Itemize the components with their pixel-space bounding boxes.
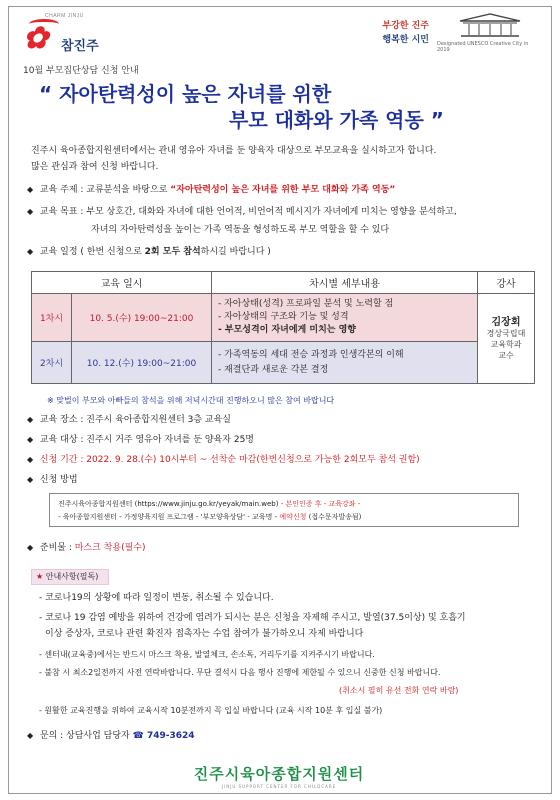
contact-phone[interactable]: ☎ 749-3624	[132, 731, 195, 741]
materials-row	[27, 541, 537, 555]
lecturer-title: 교수	[498, 350, 514, 360]
bullet-diamond-icon: ◆	[27, 247, 34, 256]
caution-item: 이상 증상자, 코로나 관련 확진자 접촉자는 수업 참여가 불가하오니 자제 바랍니다	[45, 629, 364, 639]
logo-mark	[23, 21, 48, 56]
topic-row	[27, 183, 537, 197]
lecturer-dept: 교육학과	[490, 339, 522, 349]
content-item: - 자아상태(성격) 프로파일 분석 및 노력할 점	[218, 299, 394, 309]
bullet-diamond-icon: ◆	[27, 185, 34, 194]
link-steps-1: - 본인인증 후 - 교육강좌 -	[280, 500, 361, 508]
apply-period-row	[27, 453, 537, 467]
header	[9, 7, 551, 65]
slogan-block	[353, 11, 543, 63]
table-row	[32, 294, 535, 342]
materials-label: 준비물 :	[39, 543, 72, 553]
content-item: - 자아상태의 구조와 기능 및 성격	[218, 312, 349, 322]
materials-value: 마스크 착용(필수)	[74, 543, 146, 553]
content-item: - 부모성격이 자녀에게 미치는 영향	[218, 325, 356, 335]
table-row	[32, 342, 535, 384]
goal-line-2: 자녀의 자아탄력성을 높이는 가족 역동을 형성하도록 부모 역할을 할 수 있다	[91, 225, 390, 235]
star-icon: ★	[36, 572, 44, 581]
jinju-city-logo	[23, 13, 105, 61]
page-title	[39, 81, 519, 133]
bullet-diamond-icon: ◆	[27, 543, 34, 552]
bullet-diamond-icon: ◆	[27, 731, 34, 740]
logo-charm-text: CHARM JINJU	[45, 13, 84, 19]
topic-value: “자아탄력성이 높은 자녀를 위한 부모 대화와 가족 역동”	[170, 185, 396, 195]
link-line-2	[58, 511, 510, 524]
logo-text: 참진주	[61, 39, 99, 54]
title-line-1: “ 자아탄력성이 높은 자녀를 위한	[39, 82, 332, 106]
contact-label: 문의 : 상담사업 담당자	[39, 731, 130, 741]
slogan-line-1: 부강한 진주	[382, 21, 429, 31]
title-line-2: 부모 대화와 가족 역동 ”	[229, 108, 444, 132]
caution-item: - 원활한 교육진행을 위하여 교육시작 10분전까지 꼭 입실 바랍니다 (교육 시작 10분 후 입실 불가)	[39, 706, 383, 715]
session-datetime: 10. 5.(수) 19:00~21:00	[72, 294, 212, 342]
intro-line-2: 많은 관심과 참여 신청 바랍니다.	[31, 162, 159, 172]
city-slogan	[353, 19, 429, 47]
place-row	[27, 413, 537, 427]
temple-icon	[455, 13, 525, 39]
target-row	[27, 433, 537, 447]
session-datetime: 10. 12.(수) 19:00~21:00	[72, 342, 212, 384]
table-header-row	[32, 272, 535, 294]
contact-row	[27, 729, 537, 743]
footer-center-name: 진주시육아종합지원센터	[193, 765, 365, 783]
intro-line-1: 진주시 육아종합지원센터에서는 관내 영유아 자녀를 둔 양육자 대상으로 부모교육을 실시하고자 합니다.	[31, 146, 437, 156]
caution-item: - 코로나 19 감염 예방을 위하여 건강에 염려가 되시는 분은 신청을 자제해 주시고, 발열(37.5이상) 및 호흡기	[39, 613, 466, 623]
caution-item: - 코로나19의 상황에 따라 일정이 변동, 취소될 수 있습니다.	[39, 593, 274, 603]
schedule-table	[31, 271, 535, 384]
goal-label: 교육 목표	[39, 207, 78, 217]
session-label: 2차시	[32, 342, 72, 384]
schedule-intro-row	[27, 245, 537, 259]
goal-line-1: : 부모 상호간, 대화와 자녀에 대한 언어적, 비언어적 메시지가 자녀에게 미치는 영향을 분석하고,	[80, 207, 457, 217]
session-label: 1차시	[32, 294, 72, 342]
lecturer-name: 김장회	[491, 316, 521, 328]
reserve-link[interactable]: 예약신청	[279, 513, 307, 521]
bullet-diamond-icon: ◆	[27, 475, 34, 484]
schedule-label: 교육 일정	[39, 247, 78, 257]
subtitle: 10월 부모집단상담 신청 안내	[23, 66, 139, 76]
header-details: 차시별 세부내용	[212, 272, 478, 294]
schedule-emphasis: 2회 모두 참석	[144, 247, 201, 257]
session-content	[212, 294, 478, 342]
session-content	[212, 342, 478, 384]
apply-method-label: 신청 방법	[39, 475, 78, 485]
content-item: - 가족역동의 세대 전승 과정과 인생각본의 이해	[218, 349, 404, 360]
apply-period-text: 신청 기간 : 2022. 9. 28.(수) 10시부터 ~ 선착순 마감(한번신청으로 가능한 2회모두 참석 권함)	[39, 455, 420, 465]
bullet-diamond-icon: ◆	[27, 435, 34, 444]
working-parents-note: ※ 맞벌이 부모와 아빠들의 참석을 위해 저녁시간대 진행하오니 많은 참여 바랍니다	[47, 396, 335, 405]
link-line-1	[58, 498, 510, 511]
bullet-diamond-icon: ◆	[27, 415, 34, 424]
content-item: - 재결단과 새로운 각본 결정	[218, 364, 329, 375]
link-note: (접수문자발송됨)	[308, 513, 362, 521]
application-link-box	[49, 493, 519, 527]
bullet-diamond-icon: ◆	[27, 455, 34, 464]
footer-center-english: JINJU SUPPORT CENTER FOR CHILDCARE	[221, 784, 337, 789]
caution-item: - 불참 시 최소2일전까지 사전 연락바랍니다. 무단 결석시 다음 행사 진행에 제한될 수 있으니 신중한 신청 바랍니다.	[39, 668, 441, 677]
caution-header	[31, 569, 109, 585]
caution-item: (취소시 필히 유선 전화 연락 바람)	[339, 686, 459, 695]
lecturer-org: 경상국립대	[486, 328, 526, 338]
center-website-link[interactable]: 진주시육아종합지원센터 (https://www.jinju.go.kr/yeyak/main.web)	[58, 500, 279, 508]
header-datetime: 교육 일시	[32, 272, 212, 294]
topic-prefix: : 교류분석을 바탕으로	[80, 185, 168, 195]
target-text: 교육 대상 : 진주시 거주 영유아 자녀를 둔 양육자 25명	[39, 435, 254, 445]
schedule-text-2: 하시길 바랍니다 )	[200, 247, 271, 257]
flyer-page	[8, 6, 552, 794]
slogan-line-2: 행복한 시민	[382, 35, 429, 45]
logo-mark-icon: ✿	[23, 21, 49, 56]
bullet-diamond-icon: ◆	[27, 207, 34, 216]
unesco-caption: Designated UNESCO Creative City in 2019	[437, 41, 529, 53]
intro-text	[31, 143, 531, 175]
topic-label: 교육 주제	[39, 185, 78, 195]
lecturer-cell	[478, 294, 535, 384]
header-lecturer: 강사	[478, 272, 535, 294]
goal-row	[27, 203, 537, 239]
caution-header-text: 안내사항(필독)	[45, 572, 99, 581]
place-text: 교육 장소 : 진주시 육아종합지원센터 3층 교육실	[39, 415, 231, 425]
link-steps-2: - 육아종합지원센터 - 가정양육지원 프로그램 - '부모양육상담' - 교육명 -	[58, 513, 278, 521]
center-footer-logo	[159, 763, 399, 791]
unesco-logo	[437, 11, 541, 63]
caution-item: - 센터내(교육중)에서는 반드시 마스크 착용, 발열체크, 손소독, 거리두기를 지켜주시기 바랍니다.	[39, 650, 375, 659]
schedule-text-1: ( 한번 신청으로	[80, 247, 142, 257]
apply-method-row	[27, 473, 537, 487]
